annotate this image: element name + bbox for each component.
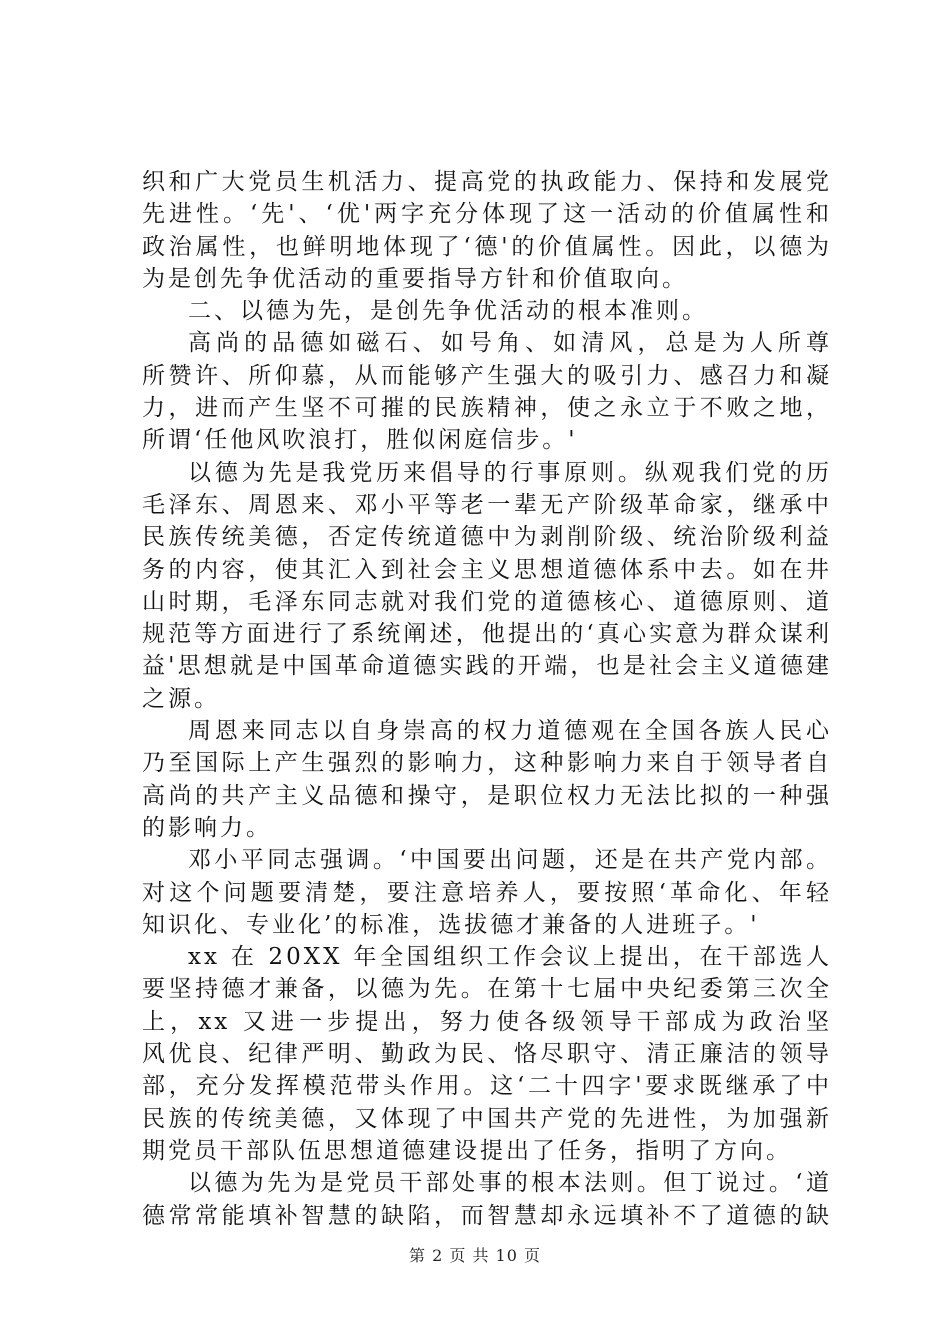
text-line: 的影响力。 (142, 814, 272, 841)
text-line: 之源。 (142, 685, 220, 712)
text-line: 以德为先是我党历来倡导的行事原则。纵观我们党的历 (188, 459, 832, 486)
section-heading: 二、以德为先，是创先争优活动的根本准则。 (188, 298, 708, 325)
text-line: 规范等方面进行了系统阐述，他提出的‘真心实意为群众谋利 (142, 621, 832, 648)
text-line: 以德为先为是党员干部处事的根本法则。但丁说过。‘道 (188, 1170, 832, 1197)
text-line: 周恩来同志以自身崇高的权力道德观在全国各族人民心 (188, 718, 832, 745)
text-line: 政治属性，也鲜明地体现了‘德'的价值属性。因此，以德为 (142, 233, 832, 260)
text-line: 知识化、专业化’的标准，选拔德才兼备的人进班子。' (142, 911, 760, 938)
text-line: 为是创先争优活动的重要指导方针和价值取向。 (142, 265, 688, 292)
text-line: 乃至国际上产生强烈的影响力，这种影响力来自于领导者自 (142, 750, 832, 777)
text-line: 邓小平同志强调。‘中国要出问题，还是在共产党内部。 (188, 847, 832, 874)
document-body (142, 166, 832, 1232)
text-line: 山时期，毛泽东同志就对我们党的道德核心、道德原则、道 (142, 588, 832, 615)
text-line: 部，充分发挥模范带头作用。这‘二十四字'要求既继承了中 (142, 1073, 832, 1100)
text-line: 期党员干部队伍思想道德建设提出了任务，指明了方向。 (142, 1137, 792, 1164)
text-line: 民族传统美德，否定传统道德中为剥削阶级、统治阶级利益 (142, 524, 832, 551)
text-line: 对这个问题要清楚，要注意培养人，要按照‘革命化、年轻 (142, 879, 832, 906)
text-line: 织和广大党员生机活力、提高党的执政能力、保持和发展党 (142, 169, 832, 195)
text-line: 益'思想就是中国革命道德实践的开端，也是社会主义道德建 (142, 653, 832, 680)
text-line: 要坚持德才兼备，以德为先。在第十七届中央纪委第三次全 (142, 976, 832, 1003)
text-line: xx 在 20XX 年全国组织工作会议上提出，在干部选人 (188, 944, 832, 971)
text-line: 德常常能填补智慧的缺陷，而智慧却永远填补不了道德的缺 (142, 1202, 832, 1229)
text-line: 高尚的共产主义品德和操守，是职位权力无法比拟的一种强 (142, 782, 832, 809)
text-line: 务的内容，使其汇入到社会主义思想道德体系中去。如在井 (142, 556, 832, 583)
text-line: 高尚的品德如磁石、如号角、如清风，总是为人所尊 (188, 330, 832, 357)
text-line: 所谓‘任他风吹浪打，胜似闲庭信步。' (142, 427, 578, 454)
text-line: 所赞许、所仰慕，从而能够产生强大的吸引力、感召力和凝 (142, 362, 832, 389)
page-number: 第 2 页 共 10 页 (409, 1246, 541, 1265)
text-line: 先进性。‘先'、‘优'两字充分体现了这一活动的价值属性和 (142, 201, 832, 228)
text-line: 力，进而产生坚不可摧的民族精神，使之永立于不败之地， (142, 395, 832, 422)
text-line: 风优良、纪律严明、勤政为民、恪尽职守、清正廉洁的领导 (142, 1041, 832, 1068)
text-line: 上，xx 又进一步提出，努力使各级领导干部成为政治坚 (142, 1008, 832, 1035)
text-line: 民族的传统美德，又体现了中国共产党的先进性，为加强新 (142, 1105, 832, 1132)
text-line: 毛泽东、周恩来、邓小平等老一辈无产阶级革命家，继承中 (142, 491, 832, 518)
